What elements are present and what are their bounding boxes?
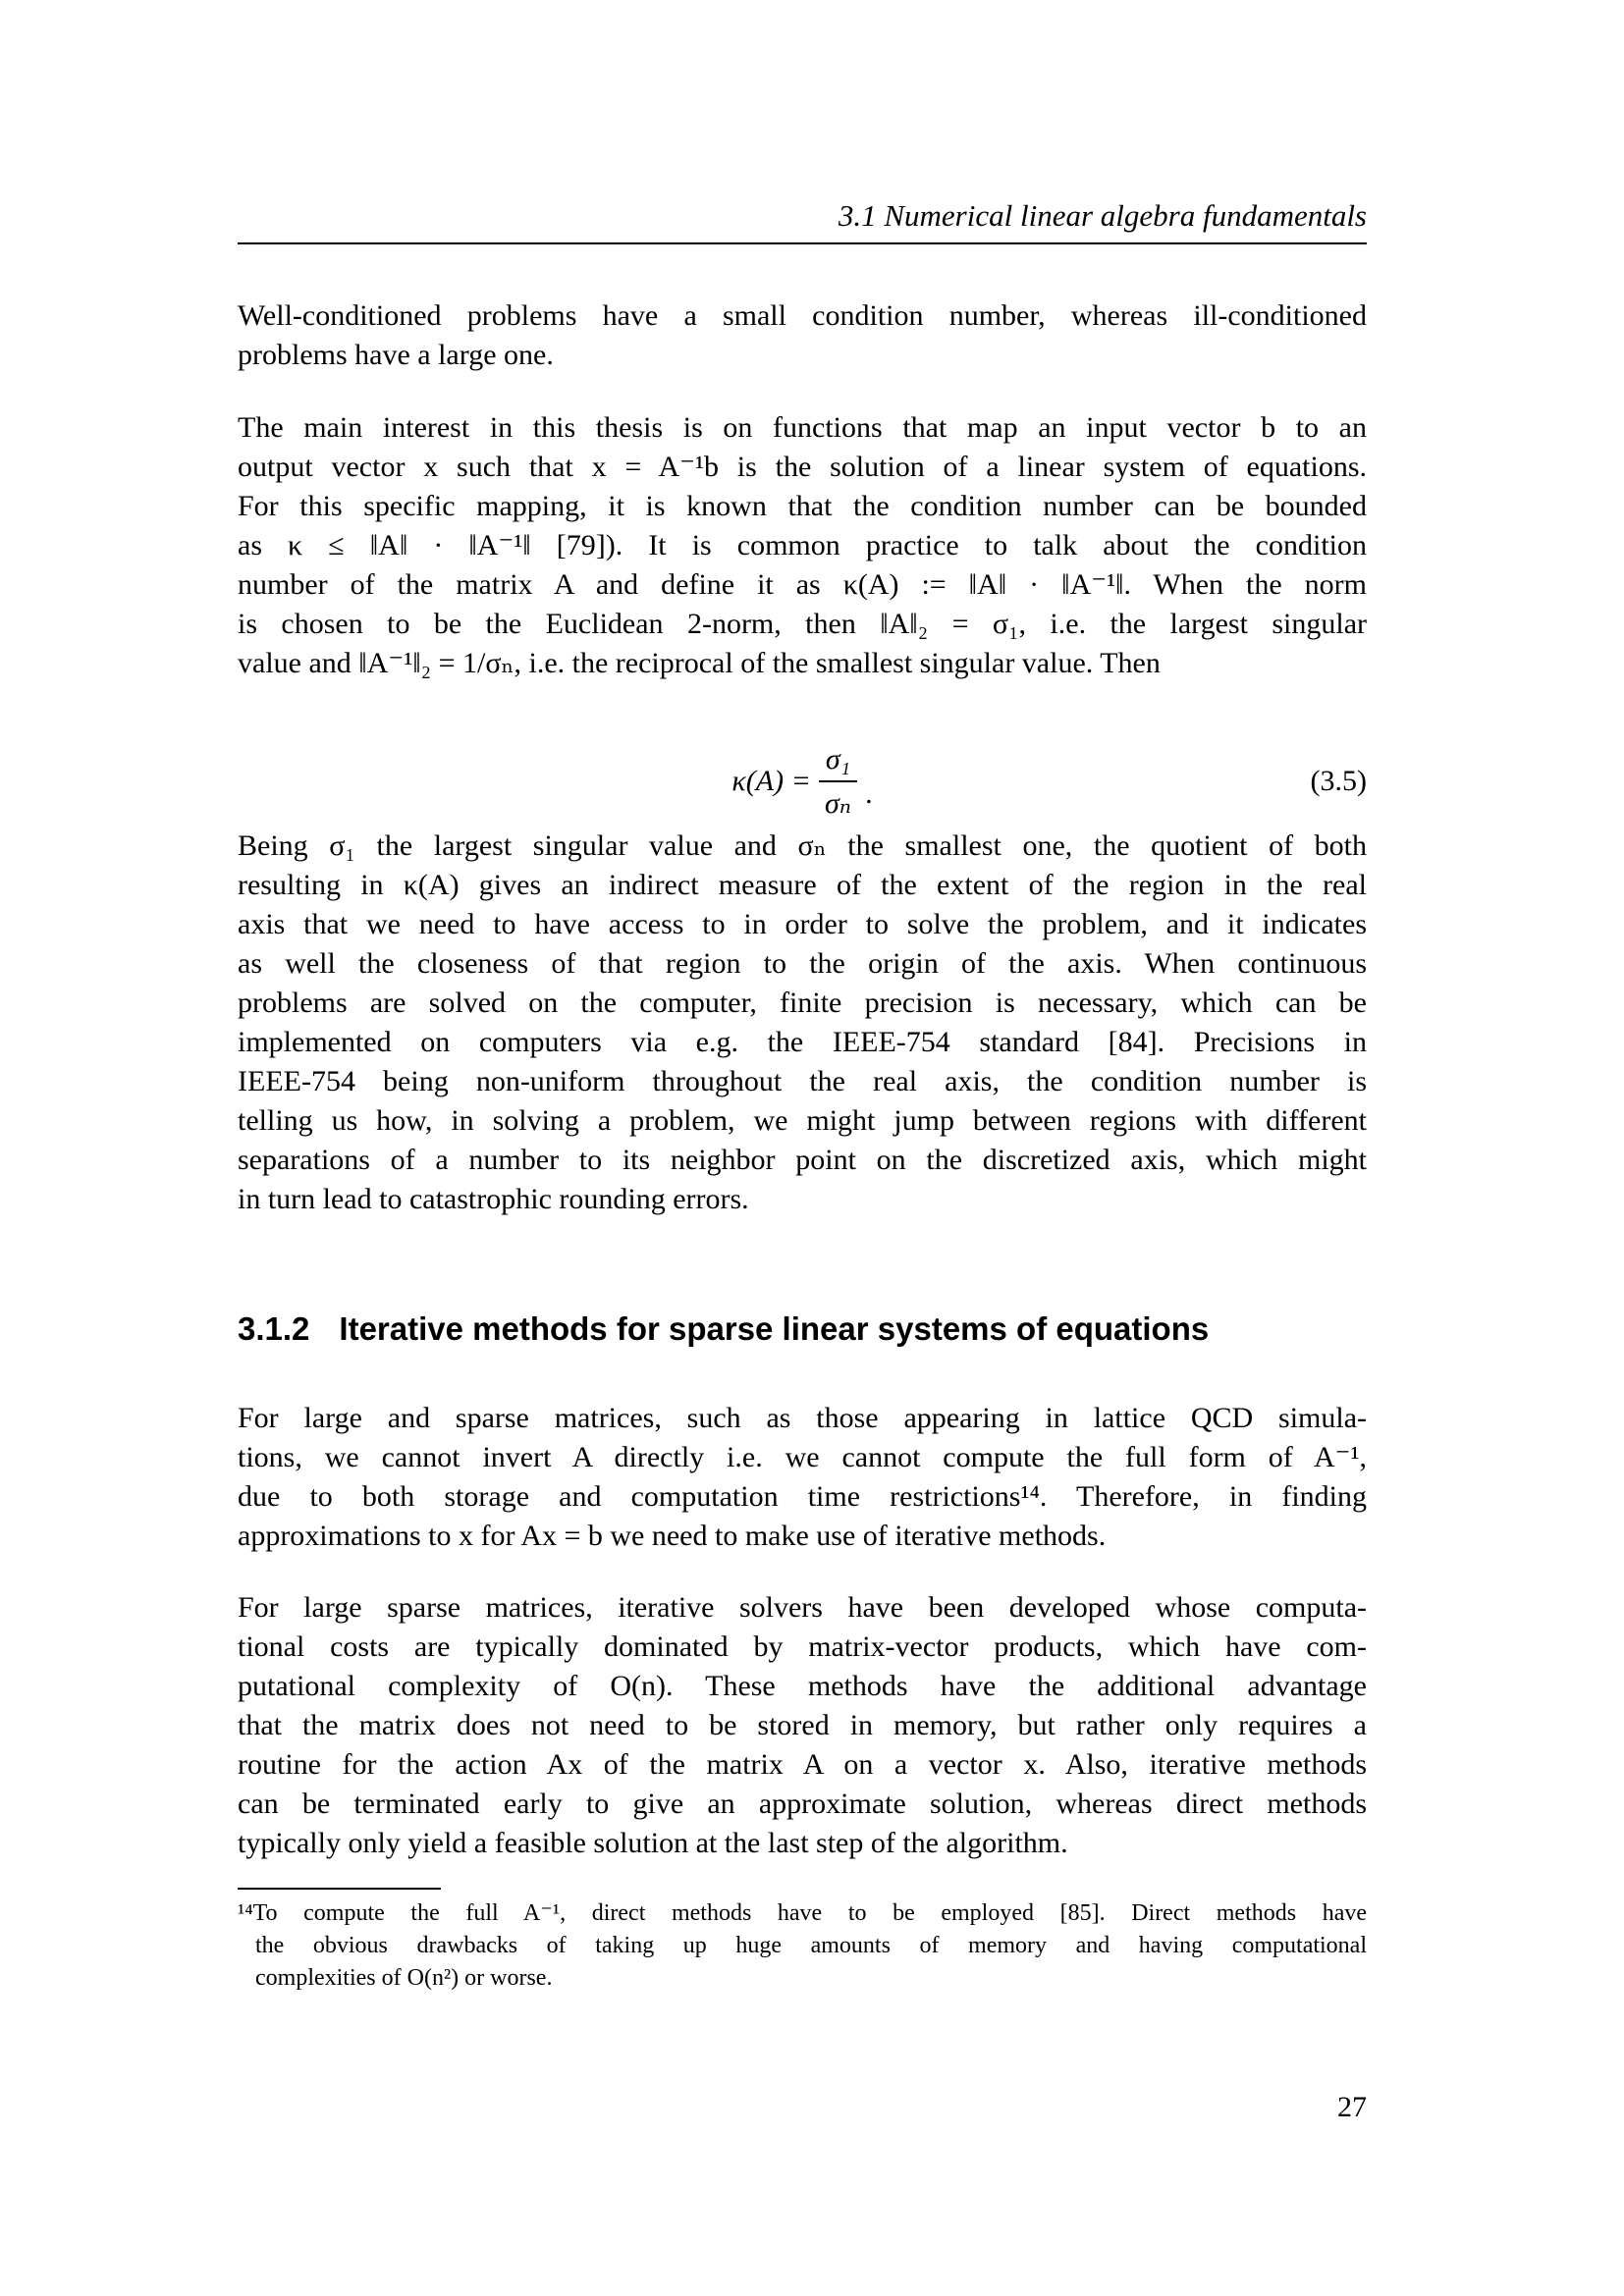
text-line: due to both storage and computation time restrictions¹⁴. Therefore, in finding [238,1480,1367,1513]
equation-lhs: κ(A) = [731,765,811,797]
text-line: is chosen to be the Euclidean 2-norm, then ‖A‖₂ = σ₁, i.e. the largest singular [238,608,1367,640]
text-line: ¹⁴To compute the full A⁻¹, direct methods have to be employed [85]. Direct methods have [238,1900,1367,1926]
text-line: putational complexity of O(n). These methods have the additional advantage [238,1670,1367,1702]
text-column [238,0,1367,2296]
footnote-rule [238,1888,441,1890]
paragraph-well-conditioned [238,296,1367,375]
section-title: Iterative methods for sparse linear systems of equations [339,1310,1210,1347]
text-line: IEEE-754 being non-uniform throughout the real axis, the condition number is [238,1065,1367,1097]
paragraph-sigma-quotient [238,827,1367,1219]
text-line: output vector x such that x = A⁻¹b is the solution of a linear system of equations. [238,451,1367,483]
equation-period: . [865,777,873,810]
text-line: tional costs are typically dominated by matrix-vector products, which have com- [238,1630,1367,1663]
display-equation [238,734,1367,828]
text-line: separations of a number to its neighbor point on the discretized axis, which might [238,1144,1367,1176]
text-line: axis that we need to have access to in order to solve the problem, and it indicates [238,908,1367,940]
text-line: routine for the action Ax of the matrix A on a vector x. Also, iterative methods [238,1748,1367,1781]
text-line: the obvious drawbacks of taking up huge amounts of memory and having computational [255,1933,1367,1958]
header-rule [238,242,1367,244]
text-line: problems are solved on the computer, finite precision is necessary, which can be [238,987,1367,1019]
text-line: value and ‖A⁻¹‖₂ = 1/σₙ, i.e. the reciprocal of the smallest singular value. Then [238,647,1161,679]
text-line: Being σ₁ the largest singular value and σₙ the smallest one, the quotient of both [238,829,1367,862]
text-line: number of the matrix A and define it as κ(A) := ‖A‖ · ‖A⁻¹‖. When the norm [238,568,1367,601]
section-number: 3.1.2 [238,1310,310,1347]
text-line: that the matrix does not need to be stored in memory, but rather only requires a [238,1709,1367,1741]
text-line: can be terminated early to give an approximate solution, whereas direct methods [238,1788,1367,1820]
text-line: telling us how, in solving a problem, we might jump between regions with different [238,1104,1367,1137]
paragraph-condition-number [238,408,1367,683]
paragraph-sparse-matrices [238,1399,1367,1556]
equation-number: (3.5) [1310,765,1367,797]
text-line: as well the closeness of that region to the origin of the axis. When continuous [238,947,1367,980]
footnote-14 [238,1897,1367,1995]
text-line: problems have a large one. [238,339,554,371]
page-number: 27 [1337,2091,1367,2123]
paragraph-iterative-solvers [238,1588,1367,1863]
text-line: tions, we cannot invert A directly i.e. we cannot compute the full form of A⁻¹, [238,1441,1367,1473]
text-line: complexities of O(n²) or worse. [255,1965,553,1991]
text-line: typically only yield a feasible solution at the last step of the algorithm. [238,1827,1068,1859]
running-header: 3.1 Numerical linear algebra fundamentals [838,198,1367,233]
fraction-denominator: σₙ [825,786,851,820]
fraction-numerator: σ₁ [819,743,857,782]
text-line: approximations to x for Ax = b we need to make use of iterative methods. [238,1520,1107,1552]
text-line: implemented on computers via e.g. the IEEE-754 standard [84]. Precisions in [238,1026,1367,1058]
text-line: For large sparse matrices, iterative solvers have been developed whose computa- [238,1591,1367,1624]
text-line: in turn lead to catastrophic rounding errors. [238,1183,749,1215]
text-line: Well-conditioned problems have a small condition number, whereas ill-conditioned [238,299,1367,332]
text-line: The main interest in this thesis is on functions that map an input vector b to an [238,411,1367,444]
equation-fraction [819,743,857,821]
text-line: For large and sparse matrices, such as those appearing in lattice QCD simula- [238,1402,1367,1434]
text-line: For this specific mapping, it is known that the condition number can be bounded [238,490,1367,522]
section-heading [238,1308,1367,1350]
text-line: as κ ≤ ‖A‖ · ‖A⁻¹‖ [79]). It is common practice to talk about the condition [238,529,1367,561]
text-line: resulting in κ(A) gives an indirect measure of the extent of the region in the real [238,869,1367,901]
